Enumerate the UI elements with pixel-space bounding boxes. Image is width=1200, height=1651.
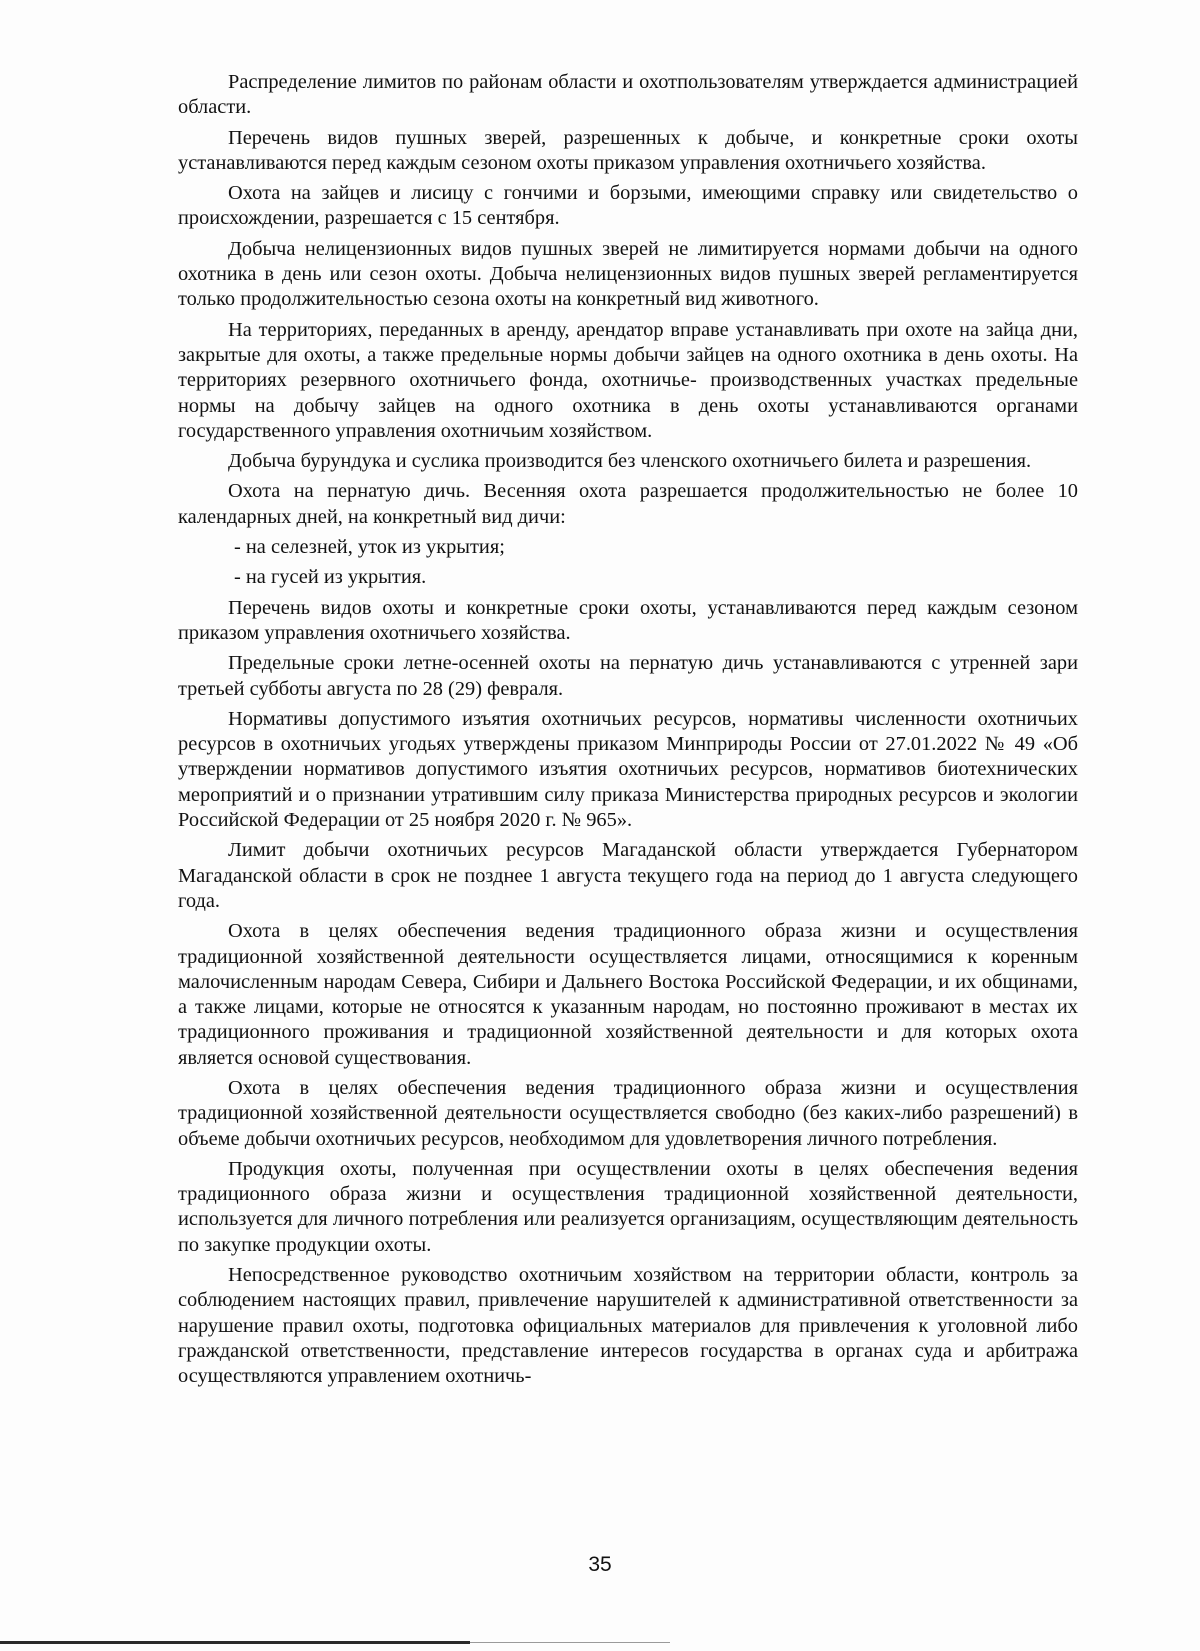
- list-item-geese: - на гусей из укрытия.: [234, 566, 427, 589]
- page-number: 35: [588, 1553, 612, 1576]
- paragraph-traditional-free-hunting: Охота в целях обеспечения ведения традиционного образа жизни и осуществления традиционной хозяйственной деятельности осуществляется свободно (без каких-либо разрешений) в объеме добычи охотничьих ресурсов, необходимом для удовлетворения личного потребления.: [178, 1076, 1078, 1150]
- bottom-divider: [0, 1641, 470, 1644]
- paragraph-management-control: Непосредственное руководство охотничьим хозяйством на территории области, контроль за соблюдением настоящих правил, привлечение нарушителей к административной ответственности за нарушение правил охоты, подготовка официальных материалов для привлечения к уголовной либо гражданской ответственности, представление интересов государства в органах суда и арбитража осуществляются управлением охотничь-: [178, 1264, 1078, 1388]
- paragraph-chipmunk-gopher: Добыча бурундука и суслика производится без членского охотничьего билета и разрешения.: [228, 450, 1032, 473]
- paragraph-limits-distribution: Распределение лимитов по районам области и охотпользователям утверждается администрацией области.: [178, 71, 1078, 119]
- paragraph-traditional-products: Продукция охоты, полученная при осуществлении охоты в целях обеспечения ведения традиционного образа жизни и осуществления традиционной хозяйственной деятельности, используется для личного потребления или реализуется организациям, осуществляющим деятельность по закупке продукции охоты.: [178, 1157, 1078, 1256]
- paragraph-hound-hunting: Охота на зайцев и лисицу с гончими и борзыми, имеющими справку или свидетельство о происхождении, разрешается с 15 сентября.: [178, 182, 1078, 230]
- paragraph-traditional-hunting: Охота в целях обеспечения ведения традиционного образа жизни и осуществления традиционной хозяйственной деятельности осуществляется лицами, относящимися к коренным малочисленным народам Севера, Сибири и Дальнего Востока Российской Федерации, и их общинами, а также лицами, которые не относятся к указанным народам, но постоянно проживают в местах их традиционного проживания и традиционной хозяйственной деятельности и для которых охота является основой существования.: [178, 920, 1078, 1069]
- bottom-divider-faint: [470, 1642, 670, 1643]
- paragraph-governor-limit: Лимит добычи охотничьих ресурсов Магаданской области утверждается Губернатором Магаданской области в срок не позднее 1 августа текущего года на период до 1 августа следующего года.: [178, 839, 1078, 912]
- paragraph-summer-autumn-dates: Предельные сроки летне-осенней охоты на пернатую дичь устанавливаются с утренней зари третьей субботы августа по 28 (29) февраля.: [178, 652, 1078, 700]
- paragraph-withdrawal-norms: Нормативы допустимого изъятия охотничьих ресурсов, нормативы численности охотничьих ресурсов в охотничьих угодьях утверждены приказом Минприроды России от 27.01.2022 № 49 «Об утверждении нормативов допустимого изъятия охотничьих ресурсов, нормативов биотехнических мероприятий и о признании утратившим силу приказа Министерства природных ресурсов и экологии Российской Федерации от 25 ноября 2020 г. № 965».: [178, 707, 1078, 832]
- paragraph-fur-species-list: Перечень видов пушных зверей, разрешенных к добыче, и конкретные сроки охоты устанавливаются перед каждым сезоном охоты приказом управления охотничьего хозяйства.: [178, 126, 1078, 174]
- paragraph-spring-hunt: Охота на пернатую дичь. Весенняя охота разрешается продолжительностью не более 10 календарных дней, на конкретный вид дичи:: [178, 480, 1078, 528]
- paragraph-hunt-types-dates: Перечень видов охоты и конкретные сроки охоты, устанавливаются перед каждым сезоном приказом управления охотничьего хозяйства.: [178, 596, 1078, 644]
- paragraph-leased-territories: На территориях, переданных в аренду, арендатор вправе устанавливать при охоте на зайца дни, закрытые для охоты, а также предельные нормы добычи зайцев на одного охотника в день охоты. На территориях резервного охотничьего фонда, охотничье- производственных участках предельные нормы на добычу зайцев на одного охотника в день охоты устанавливаются органами государственного управления охотничьим хозяйством.: [178, 318, 1078, 442]
- paragraph-unlicensed-species: Добыча нелицензионных видов пушных зверей не лимитируется нормами добычи на одного охотника в день или сезон охоты. Добыча нелицензионных видов пушных зверей регламентируется только продолжительностью сезона охоты на конкретный вид животного.: [178, 237, 1078, 311]
- document-body: [178, 70, 1078, 1395]
- list-item-drakes-ducks: - на селезней, уток из укрытия;: [234, 536, 505, 559]
